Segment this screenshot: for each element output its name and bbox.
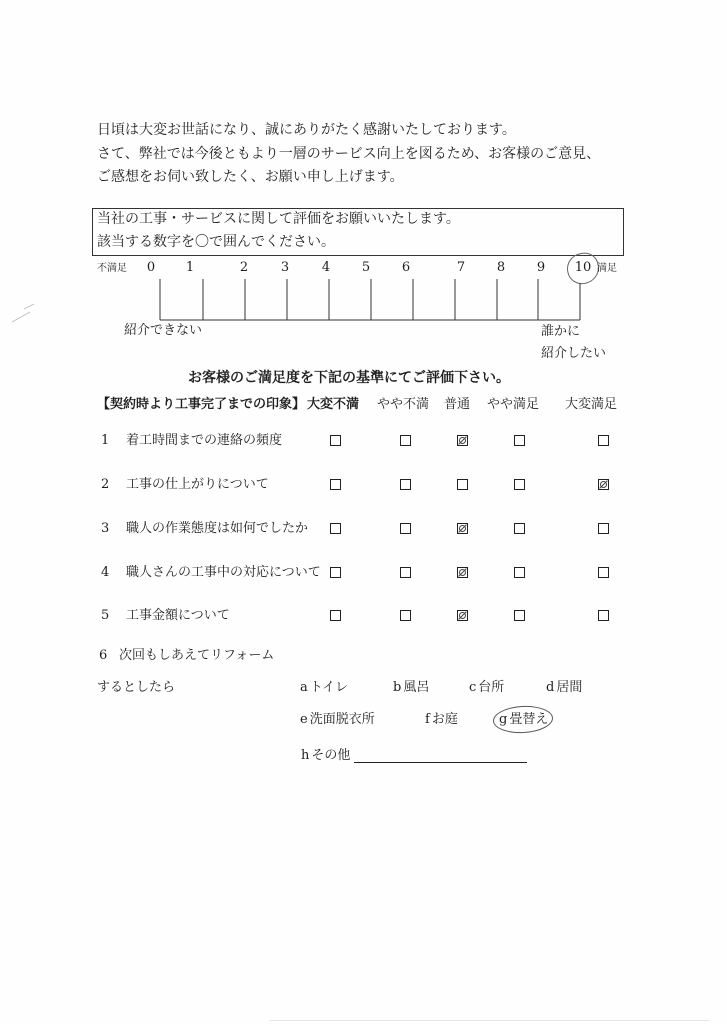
row-label: 工事金額について [126,608,230,623]
checkbox [457,610,468,621]
intro-line-2: さて、弊社では今後ともより一層のサービス向上を図るため、お客様のご意見、 [97,146,601,162]
option-kitchen [469,679,504,697]
row-number: 1 [101,433,110,448]
option-label: トイレ [309,680,349,695]
intro-line-1: 日頃は大変お世話になり、誠にありがたく感謝いたしております。 [97,122,516,138]
other-blank-line [354,762,527,763]
option-tatami [499,711,548,729]
scale-low-caption: 紹介できない [124,323,203,338]
scale-high-caption-2: 紹介したい [541,346,607,361]
row-number: 5 [101,608,110,623]
row-number: 4 [101,565,110,580]
checkbox [598,479,609,490]
column-header-neutral: 普通 [444,397,471,412]
checkbox [330,610,341,621]
scale-number: 5 [361,260,371,275]
scale-number: 3 [280,260,290,275]
checkbox [457,523,468,534]
row-label: 職人の作業態度は如何でしたか [126,521,309,536]
option-living-room [546,679,582,697]
scale-left-label: 不満足 [97,263,127,274]
scale-number: 1 [185,260,195,275]
checkbox [514,523,525,534]
checkbox [598,610,609,621]
checkbox [330,435,341,446]
q6-line-1: 次回もしあえてリフォーム [119,648,275,663]
checkbox [514,479,525,490]
row-label: 着工時間までの連絡の頻度 [126,433,283,448]
column-header-somewhat-dissatisfied: やや不満 [377,397,430,412]
checkbox [400,479,411,490]
checkbox [330,479,341,490]
column-header-very-satisfied: 大変満足 [565,397,618,412]
checkbox [400,567,411,578]
checkbox [457,567,468,578]
option-garden [425,711,458,729]
option-washroom [300,711,375,729]
scale-high-caption-1: 誰かに [541,324,581,339]
rating-row [0,520,727,538]
option-label: 台所 [478,680,505,695]
row-label: 職人さんの工事中の対応について [126,565,321,580]
checkbox [330,523,341,534]
scale-number: 4 [321,260,331,275]
scale-number: 10 [571,259,595,277]
option-key: g [499,712,508,727]
rating-row [0,476,727,494]
scale-number: 8 [496,260,506,275]
rating-title: お客様のご満足度を下記の基準にてご評価下さい。 [188,370,510,386]
scale-number: 7 [456,260,466,275]
option-toilet [300,679,348,697]
rating-header-row [0,396,727,414]
checkbox [514,435,525,446]
option-bath [393,679,429,697]
option-label: 洗面脱衣所 [309,712,375,727]
option-label: 畳替え [509,712,549,727]
option-key: h [301,748,310,763]
option-key: b [393,680,402,695]
section-label: 【契約時より工事完了までの印象】 [97,397,306,412]
option-key: f [425,712,430,727]
checkbox [598,567,609,578]
checkbox [598,435,609,446]
option-key: d [546,680,555,695]
checkbox [598,523,609,534]
checkbox [514,567,525,578]
scale-number: 0 [146,260,156,275]
instruction-line-2: 該当する数字を〇で囲んでください。 [97,234,335,250]
scale-number: 2 [239,260,249,275]
scale-right-label: 満足 [597,263,617,274]
row-number: 3 [101,521,110,536]
option-label: お庭 [431,712,458,727]
option-other [301,747,350,765]
checkbox [400,523,411,534]
scan-edge [270,1020,710,1021]
q6-line-2: するとしたら [97,680,176,695]
row-label: 工事の仕上がりについて [126,477,269,492]
scale-number: 9 [536,260,546,275]
checkbox [400,435,411,446]
instruction-line-1: 当社の工事・サービスに関して評価をお願いいたします。 [97,211,460,227]
rating-row [0,607,727,625]
row-number: 2 [101,477,110,492]
rating-row [0,432,727,450]
checkbox [400,610,411,621]
checkbox [330,567,341,578]
scale-number: 6 [401,260,411,275]
option-key: a [300,680,308,695]
option-label: その他 [311,748,351,763]
column-header-somewhat-satisfied: やや満足 [487,397,540,412]
checkbox [514,610,525,621]
option-label: 風呂 [403,680,430,695]
option-label: 居間 [556,680,583,695]
option-key: c [469,680,477,695]
q6-number: 6 [99,648,108,663]
rating-row [0,564,727,582]
checkbox [457,435,468,446]
intro-line-3: ご感想をお伺い致したく、お願い申し上げます。 [97,169,404,185]
checkbox [457,479,468,490]
column-header-very-dissatisfied: 大変不満 [307,397,360,412]
scan-artifact [12,304,34,322]
option-key: e [300,712,308,727]
